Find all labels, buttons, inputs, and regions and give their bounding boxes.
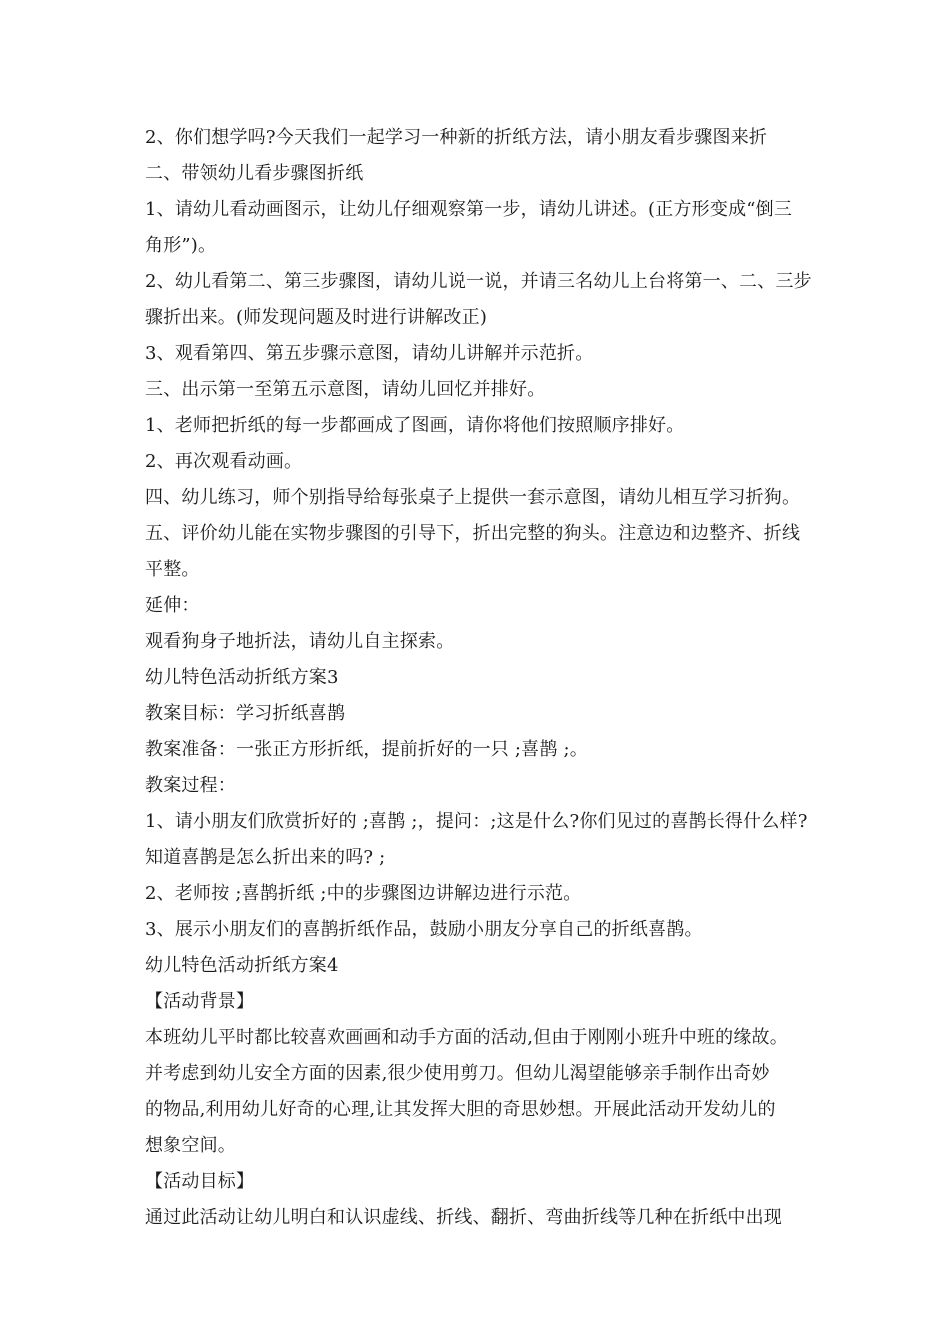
text-line: 观看狗身子地折法，请幼儿自主探索。 bbox=[145, 631, 455, 652]
text-line: 2、老师按 ;喜鹊折纸 ;中的步骤图边讲解边进行示范。 bbox=[145, 883, 582, 904]
text-line: 的物品,利用幼儿好奇的心理,让其发挥大胆的奇思妙想。开展此活动开发幼儿的 bbox=[145, 1099, 776, 1120]
text-line: 教案准备：一张正方形折纸，提前折好的一只 ;喜鹊 ;。 bbox=[145, 739, 588, 760]
text-line: 2、幼儿看第二、第三步骤图，请幼儿说一说，并请三名幼儿上台将第一、二、三步 bbox=[145, 271, 812, 292]
text-line: 教案过程： bbox=[145, 775, 236, 796]
text-line: 1、老师把折纸的每一步都画成了图画，请你将他们按照顺序排好。 bbox=[145, 415, 685, 436]
text-line: 角形”)。 bbox=[145, 235, 217, 256]
text-line: 想象空间。 bbox=[145, 1135, 236, 1156]
text-line: 教案目标：学习折纸喜鹊 bbox=[145, 703, 346, 724]
text-line: 平整。 bbox=[145, 559, 200, 580]
text-line: 并考虑到幼儿安全方面的因素,很少使用剪刀。但幼儿渴望能够亲手制作出奇妙 bbox=[145, 1063, 770, 1084]
text-line: 1、请幼儿看动画图示，让幼儿仔细观察第一步，请幼儿讲述。(正方形变成“倒三 bbox=[145, 199, 793, 220]
section-heading: 二、带领幼儿看步骤图折纸 bbox=[145, 163, 364, 184]
text-line: 1、请小朋友们欣赏折好的 ;喜鹊 ;，提问：;这是什么?你们见过的喜鹊长得什么样? bbox=[145, 811, 808, 832]
text-line: 2、再次观看动画。 bbox=[145, 451, 303, 472]
text-line: 本班幼儿平时都比较喜欢画画和动手方面的活动,但由于刚刚小班升中班的缘故。 bbox=[145, 1027, 788, 1048]
section-heading: 四、幼儿练习，师个别指导给每张桌子上提供一套示意图，请幼儿相互学习折狗。 bbox=[145, 487, 801, 508]
text-line: 延伸： bbox=[145, 595, 200, 616]
plan-title: 幼儿特色活动折纸方案3 bbox=[145, 667, 339, 688]
text-line: 2、你们想学吗?今天我们一起学习一种新的折纸方法，请小朋友看步骤图来折 bbox=[145, 127, 768, 148]
text-line: 3、观看第四、第五步骤示意图，请幼儿讲解并示范折。 bbox=[145, 343, 594, 364]
text-line: 通过此活动让幼儿明白和认识虚线、折线、翻折、弯曲折线等几种在折纸中出现 bbox=[145, 1207, 782, 1228]
text-line: 3、展示小朋友们的喜鹊折纸作品，鼓励小朋友分享自己的折纸喜鹊。 bbox=[145, 919, 703, 940]
section-heading: 三、出示第一至第五示意图，请幼儿回忆并排好。 bbox=[145, 379, 546, 400]
document-body bbox=[145, 120, 825, 1236]
text-line: 知道喜鹊是怎么折出来的吗? ; bbox=[145, 847, 386, 868]
plan-title: 幼儿特色活动折纸方案4 bbox=[145, 955, 339, 976]
bracket-heading: 【活动目标】 bbox=[145, 1171, 255, 1192]
text-line: 骤折出来。(师发现问题及时进行讲解改正) bbox=[145, 307, 488, 328]
bracket-heading: 【活动背景】 bbox=[145, 991, 255, 1012]
section-heading: 五、评价幼儿能在实物步骤图的引导下，折出完整的狗头。注意边和边整齐、折线 bbox=[145, 523, 801, 544]
